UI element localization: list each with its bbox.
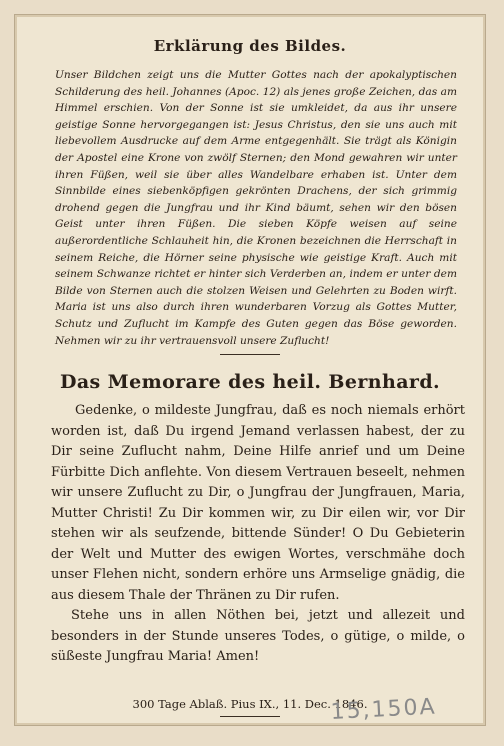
prayer-card <box>14 14 486 726</box>
archive-number: 15,150A <box>330 694 438 725</box>
divider-bottom <box>220 716 280 717</box>
explanation-text: Unser Bildchen zeigt uns die Mutter Gottes nach der apokalyptischen Schilderung des heil. Johannes (Apoc. 12) als jenes große Zeichen, das am Himmel erschien. Von der Sonne ist sie umkleidet, da aus ihr unsere geistige Sonne hervorgegangen ist: Jesus Christus, den sie uns auch mit liebevollem Ausdrucke auf dem Arme entgegenhält. Sie trägt als Königin der Apostel eine Krone von zwölf Sternen; den Mond gewahren wir unter ihren Füßen, weil sie über alles Wandelbare erhaben ist. Unter dem Sinnbilde eines siebenköpfigen gekrönten Drachens, der sich grimmig drohend gegen die Jungfrau und ihr Kind bäumt, sehen wir den bösen Geist unter ihren Füßen. Die sieben Köpfe weisen auf seine außerordentliche Schlauheit hin, die Kronen bezeichnen die Herrschaft in seinem Reiche, die Hörner seine physische wie geistige Kraft. Auch mit seinem Schwanze richtet er hinter sich Verderben an, indem er unter dem Bilde von Sternen auch die stolzen Weisen und Gelehrten zu Boden wirft. Maria ist uns also durch ihren wunderbaren Vorzug als Gottes Mutter, Schutz und Zuflucht im Kampfe des Guten gegen das Böse geworden. Nehmen wir zu ihr vertrauensvoll unsere Zuflucht! <box>55 69 457 347</box>
prayer-text: Gedenke, o mildeste Jungfrau, daß es noch niemals erhört worden ist, daß Du irgend Jemand verlassen habest, der zu Dir seine Zuflucht nahm, Deine Hilfe anrief und um Deine Fürbitte Dich anflehte. Von diesem Vertrauen beseelt, nehmen wir unsere Zuflucht zu Dir, o Jungfrau der Jungfrauen, Maria, Mutter Christi! Zu Dir kommen wir, zu Dir eilen wir, vor Dir stehen wir als seufzende, bittende Sünder! O Du Gebieterin der Welt und Mutter des ewigen Wortes, verschmähe doch unser Flehen nicht, sondern erhöre uns Armselige gnädig, die aus diesem Thale der Thränen zu Dir rufen. <box>51 403 465 603</box>
prayer-text-closing: Stehe uns in allen Nöthen bei, jetzt und allezeit und besonders in der Stunde unseres Todes, o gütige, o milde, o süßeste Jungfrau Maria! Amen! <box>51 608 465 664</box>
indulgence-note: 300 Tage Ablaß. Pius IX., 11. Dec. 1846. <box>132 697 368 711</box>
prayer-title: Das Memorare des heil. Bernhard. <box>59 371 441 393</box>
prayer-body <box>51 401 465 668</box>
explanation-heading: Erklärung des Bildes. <box>153 37 347 55</box>
divider-top <box>220 354 280 355</box>
